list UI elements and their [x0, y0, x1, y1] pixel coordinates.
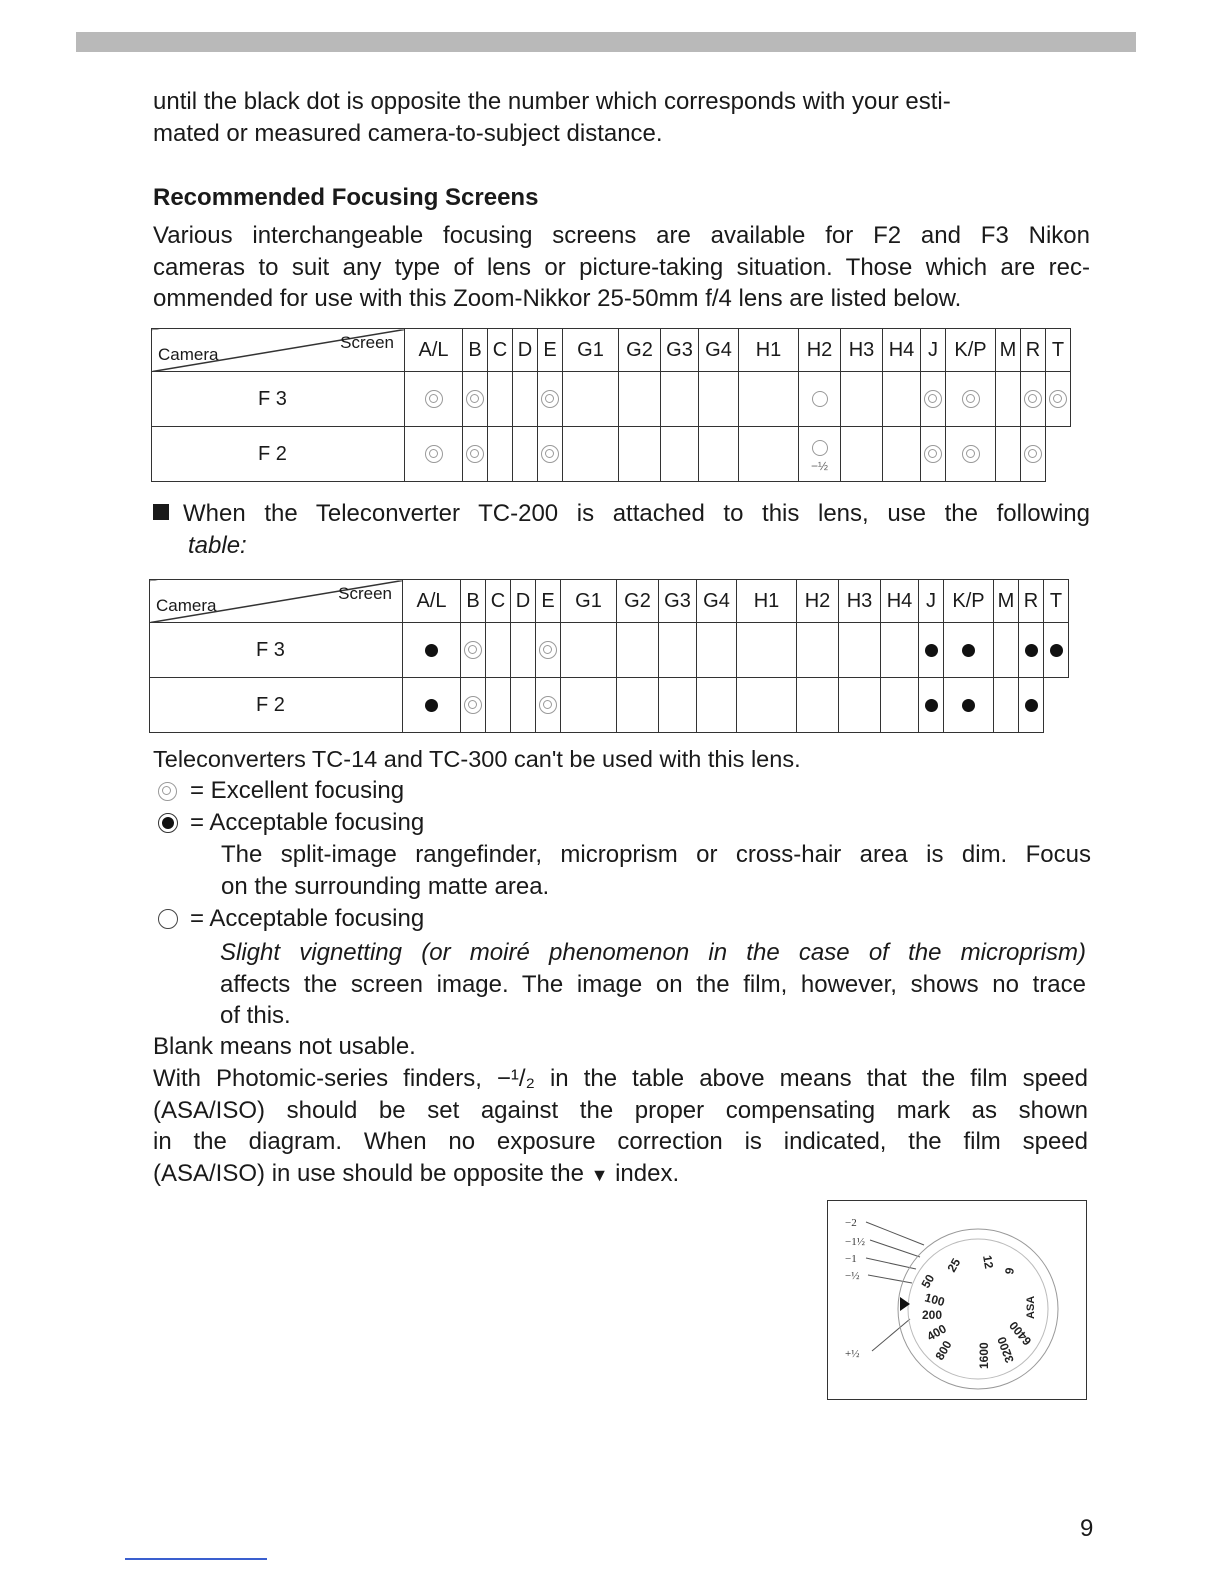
photomic-line: (ASA/ISO) in use should be opposite the ▼ index.	[153, 1159, 680, 1187]
screen-cell	[839, 678, 881, 733]
para-line: ommended for use with this Zoom-Nikkor 25-50mm f/4 lens are listed below.	[153, 285, 962, 312]
photomic-line: in the diagram. When no exposure correction is indicated, the film speed	[153, 1128, 1088, 1155]
screen-column-header: G1	[561, 580, 617, 623]
screen-cell	[563, 372, 619, 427]
screen-cell	[619, 427, 661, 482]
screen-column-header: D	[513, 329, 538, 372]
screen-column-header: M	[994, 580, 1019, 623]
screen-column-header: R	[1019, 580, 1044, 623]
screen-column-header: T	[1046, 329, 1071, 372]
screen-column-header: J	[919, 580, 944, 623]
intro-line: until the black dot is opposite the number which corresponds with your esti-	[153, 88, 951, 115]
comp-mark: −1½	[845, 1236, 865, 1248]
screen-cell	[739, 372, 799, 427]
acceptable-open-symbol-icon	[812, 440, 828, 456]
screen-column-header: H3	[839, 580, 881, 623]
screen-cell	[405, 427, 463, 482]
screen-column-header: K/P	[946, 329, 996, 372]
excellent-symbol-icon	[466, 445, 484, 463]
acceptable-dot-symbol-icon	[425, 644, 438, 657]
screen-cell	[919, 678, 944, 733]
screen-cell	[946, 427, 996, 482]
screen-cell	[463, 372, 488, 427]
camera-screen-header	[150, 580, 403, 623]
acceptable-dot-symbol-icon	[1025, 644, 1038, 657]
note-line: table:	[188, 531, 247, 559]
excellent-symbol-icon	[425, 390, 443, 408]
acceptable-dot-symbol-icon	[962, 699, 975, 712]
index-triangle-icon: ▼	[590, 1164, 609, 1185]
desc-line: affects the screen image. The image on the film, however, shows no trace	[220, 970, 1086, 998]
screen-cell	[841, 372, 883, 427]
screen-cell	[1021, 427, 1046, 482]
half-compensation-mark: −½	[810, 458, 828, 473]
screen-cell	[619, 372, 661, 427]
screen-column-header: A/L	[403, 580, 461, 623]
acceptable-open-symbol-icon	[158, 909, 178, 929]
screen-cell	[921, 372, 946, 427]
teleconverter-note	[153, 498, 1090, 561]
screen-column-header: M	[996, 329, 1021, 372]
screen-column-header: H4	[881, 580, 919, 623]
legend-excellent: = Excellent focusing	[190, 777, 405, 804]
excellent-symbol-icon	[425, 445, 443, 463]
acceptable-dot-symbol-icon	[925, 644, 938, 657]
camera-name: F 2	[150, 678, 403, 733]
excellent-symbol-icon	[539, 696, 557, 714]
screen-column-header: H1	[739, 329, 799, 372]
screen-cell	[403, 623, 461, 678]
legend-acceptable-dot: = Acceptable focusing	[190, 809, 425, 836]
table-row	[150, 678, 1069, 733]
asa-value: 1600	[977, 1342, 991, 1369]
screen-column-header: G3	[659, 580, 697, 623]
screen-cell	[1044, 623, 1069, 678]
screen-cell	[659, 678, 697, 733]
excellent-symbol-icon	[466, 390, 484, 408]
legend-acceptable-dot-desc	[221, 839, 1091, 902]
screen-cell	[538, 427, 563, 482]
excellent-symbol-icon	[541, 390, 559, 408]
acceptable-dot-symbol-icon	[1050, 644, 1063, 657]
screen-cell	[561, 623, 617, 678]
screen-column-header: A/L	[405, 329, 463, 372]
screen-cell	[737, 623, 797, 678]
screen-cell	[486, 623, 511, 678]
screen-cell	[699, 427, 739, 482]
screen-cell	[563, 427, 619, 482]
screen-cell	[659, 623, 697, 678]
screen-column-header: B	[461, 580, 486, 623]
screen-cell	[994, 678, 1019, 733]
screen-cell	[944, 623, 994, 678]
screen-cell	[699, 372, 739, 427]
square-bullet-icon	[153, 504, 169, 520]
screen-cell	[617, 678, 659, 733]
screen-cell	[797, 623, 839, 678]
screen-cell	[996, 427, 1021, 482]
camera-name: F 2	[152, 427, 405, 482]
screen-cell	[697, 678, 737, 733]
section-heading: Recommended Focusing Screens	[153, 184, 539, 211]
asa-value: 6	[1001, 1266, 1017, 1276]
screen-cell	[799, 427, 841, 482]
screen-cell	[944, 678, 994, 733]
excellent-symbol-icon	[1049, 390, 1067, 408]
screen-cell	[839, 623, 881, 678]
asa-value: 50	[918, 1271, 938, 1291]
desc-line: on the surrounding matte area.	[221, 872, 550, 900]
screen-cell	[841, 427, 883, 482]
asa-label: ASA	[1025, 1295, 1037, 1319]
asa-value: 200	[922, 1308, 943, 1322]
screen-cell	[1019, 678, 1044, 733]
screen-column-header: T	[1044, 580, 1069, 623]
asa-value: 12	[980, 1254, 997, 1270]
screen-cell	[403, 678, 461, 733]
screen-column-header: B	[463, 329, 488, 372]
screen-cell	[561, 678, 617, 733]
screen-cell	[488, 372, 513, 427]
screen-cell	[513, 427, 538, 482]
screen-cell	[881, 678, 919, 733]
screen-cell	[1019, 623, 1044, 678]
excellent-symbol-icon	[1024, 390, 1042, 408]
screen-cell	[511, 623, 536, 678]
table-row	[152, 372, 1071, 427]
para-line: Various interchangeable focusing screens are available for F2 and F3 Nikon	[153, 222, 1090, 249]
asa-value: 6400	[1006, 1318, 1035, 1349]
screen-cell	[461, 623, 486, 678]
screen-cell	[739, 427, 799, 482]
comp-mark: −1	[845, 1253, 857, 1265]
excellent-symbol-icon	[464, 696, 482, 714]
screen-cell	[697, 623, 737, 678]
acceptable-dot-symbol-icon	[925, 699, 938, 712]
excellent-symbol-icon	[541, 445, 559, 463]
screen-cell	[463, 427, 488, 482]
screen-cell	[486, 678, 511, 733]
screen-column-header: G4	[697, 580, 737, 623]
excellent-symbol-icon	[158, 782, 177, 801]
screen-column-header: H4	[883, 329, 921, 372]
intro-line: mated or measured camera-to-subject distance.	[153, 119, 663, 147]
screen-label: Screen	[340, 333, 394, 352]
desc-line: The split-image rangefinder, microprism or cross-hair area is dim. Focus	[221, 841, 1091, 868]
asa-dial-illustration	[828, 1201, 1086, 1399]
photomic-paragraph	[153, 1063, 1088, 1191]
top-gray-bar	[76, 32, 1136, 52]
screen-column-header: K/P	[944, 580, 994, 623]
para-line: cameras to suit any type of lens or picture-taking situation. Those which are rec-	[153, 253, 1090, 281]
screen-column-header: H3	[841, 329, 883, 372]
screen-cell	[536, 623, 561, 678]
footer-blue-line	[125, 1558, 267, 1560]
screen-column-header: R	[1021, 329, 1046, 372]
intro-focusing-paragraph	[153, 220, 1090, 315]
intro-paragraph	[153, 86, 1090, 149]
screen-table-standard	[151, 328, 1071, 482]
table-row	[150, 623, 1069, 678]
screen-cell	[513, 372, 538, 427]
note-line: When the Teleconverter TC-200 is attached to this lens, use the following	[153, 498, 1090, 530]
screen-cell	[1046, 427, 1071, 482]
camera-name: F 3	[150, 623, 403, 678]
screen-cell	[488, 427, 513, 482]
screen-cell	[797, 678, 839, 733]
excellent-symbol-icon	[962, 390, 980, 408]
screen-column-header: G2	[619, 329, 661, 372]
screen-cell	[883, 427, 921, 482]
screen-cell	[737, 678, 797, 733]
comp-mark: +½	[845, 1348, 860, 1360]
screen-column-header: E	[536, 580, 561, 623]
asa-value: 800	[932, 1338, 955, 1363]
screen-column-header: H1	[737, 580, 797, 623]
screen-cell	[1021, 372, 1046, 427]
screen-table-teleconverter	[149, 579, 1069, 733]
screen-cell	[461, 678, 486, 733]
screen-column-header: G2	[617, 580, 659, 623]
screen-column-header: G3	[661, 329, 699, 372]
screen-column-header: J	[921, 329, 946, 372]
screen-column-header: H2	[797, 580, 839, 623]
screen-cell	[994, 623, 1019, 678]
screen-cell	[405, 372, 463, 427]
comp-mark: −½	[845, 1270, 860, 1282]
screen-column-header: C	[486, 580, 511, 623]
screen-cell	[921, 427, 946, 482]
screen-column-header: C	[488, 329, 513, 372]
camera-label: Camera	[158, 345, 219, 364]
screen-cell	[996, 372, 1021, 427]
screen-cell	[1044, 678, 1069, 733]
screen-column-header: G1	[563, 329, 619, 372]
acceptable-open-symbol-icon	[812, 391, 828, 407]
excellent-symbol-icon	[1024, 445, 1042, 463]
screen-cell	[538, 372, 563, 427]
camera-screen-header	[152, 329, 405, 372]
screen-cell	[661, 372, 699, 427]
acceptable-dot-symbol-icon	[962, 644, 975, 657]
acceptable-dot-symbol-icon	[1025, 699, 1038, 712]
acceptable-dot-symbol-icon	[425, 699, 438, 712]
screen-cell	[946, 372, 996, 427]
page-number: 9	[1080, 1515, 1094, 1542]
desc-line: Slight vignetting (or moiré phenomenon in the case of the microprism)	[220, 939, 1086, 966]
comp-mark: −2	[845, 1217, 857, 1229]
asa-dial-diagram	[827, 1200, 1087, 1400]
screen-column-header: E	[538, 329, 563, 372]
excellent-symbol-icon	[962, 445, 980, 463]
photomic-line: (ASA/ISO) should be set against the proper compensating mark as shown	[153, 1096, 1088, 1124]
screen-cell	[881, 623, 919, 678]
excellent-symbol-icon	[924, 445, 942, 463]
table-header-row	[150, 580, 1069, 623]
camera-name: F 3	[152, 372, 405, 427]
table-row	[152, 427, 1071, 482]
asa-value: 400	[924, 1321, 949, 1344]
screen-column-header: H2	[799, 329, 841, 372]
screen-cell	[536, 678, 561, 733]
table-header-row	[152, 329, 1071, 372]
tc-note: Teleconverters TC-14 and TC-300 can't be used with this lens.	[153, 746, 801, 772]
excellent-symbol-icon	[924, 390, 942, 408]
screen-cell	[1046, 372, 1071, 427]
acceptable-dot-symbol-icon	[158, 813, 178, 833]
excellent-symbol-icon	[464, 641, 482, 659]
screen-cell	[661, 427, 699, 482]
legend-acceptable-open: = Acceptable focusing	[190, 905, 425, 932]
screen-column-header: G4	[699, 329, 739, 372]
screen-column-header: D	[511, 580, 536, 623]
screen-cell	[919, 623, 944, 678]
screen-cell	[883, 372, 921, 427]
screen-cell	[617, 623, 659, 678]
desc-line: of this.	[220, 1002, 291, 1029]
camera-label: Camera	[156, 596, 217, 615]
photomic-line: With Photomic-series finders, −¹/₂ in the table above means that the film speed	[153, 1065, 1088, 1092]
screen-cell	[799, 372, 841, 427]
screen-cell	[511, 678, 536, 733]
screen-label: Screen	[338, 584, 392, 603]
asa-value: 25	[944, 1255, 964, 1275]
legend-acceptable-open-desc	[220, 937, 1086, 1032]
blank-note: Blank means not usable.	[153, 1033, 416, 1060]
asa-value: 100	[923, 1290, 947, 1310]
asa-value: 3200	[994, 1334, 1017, 1365]
excellent-symbol-icon	[539, 641, 557, 659]
